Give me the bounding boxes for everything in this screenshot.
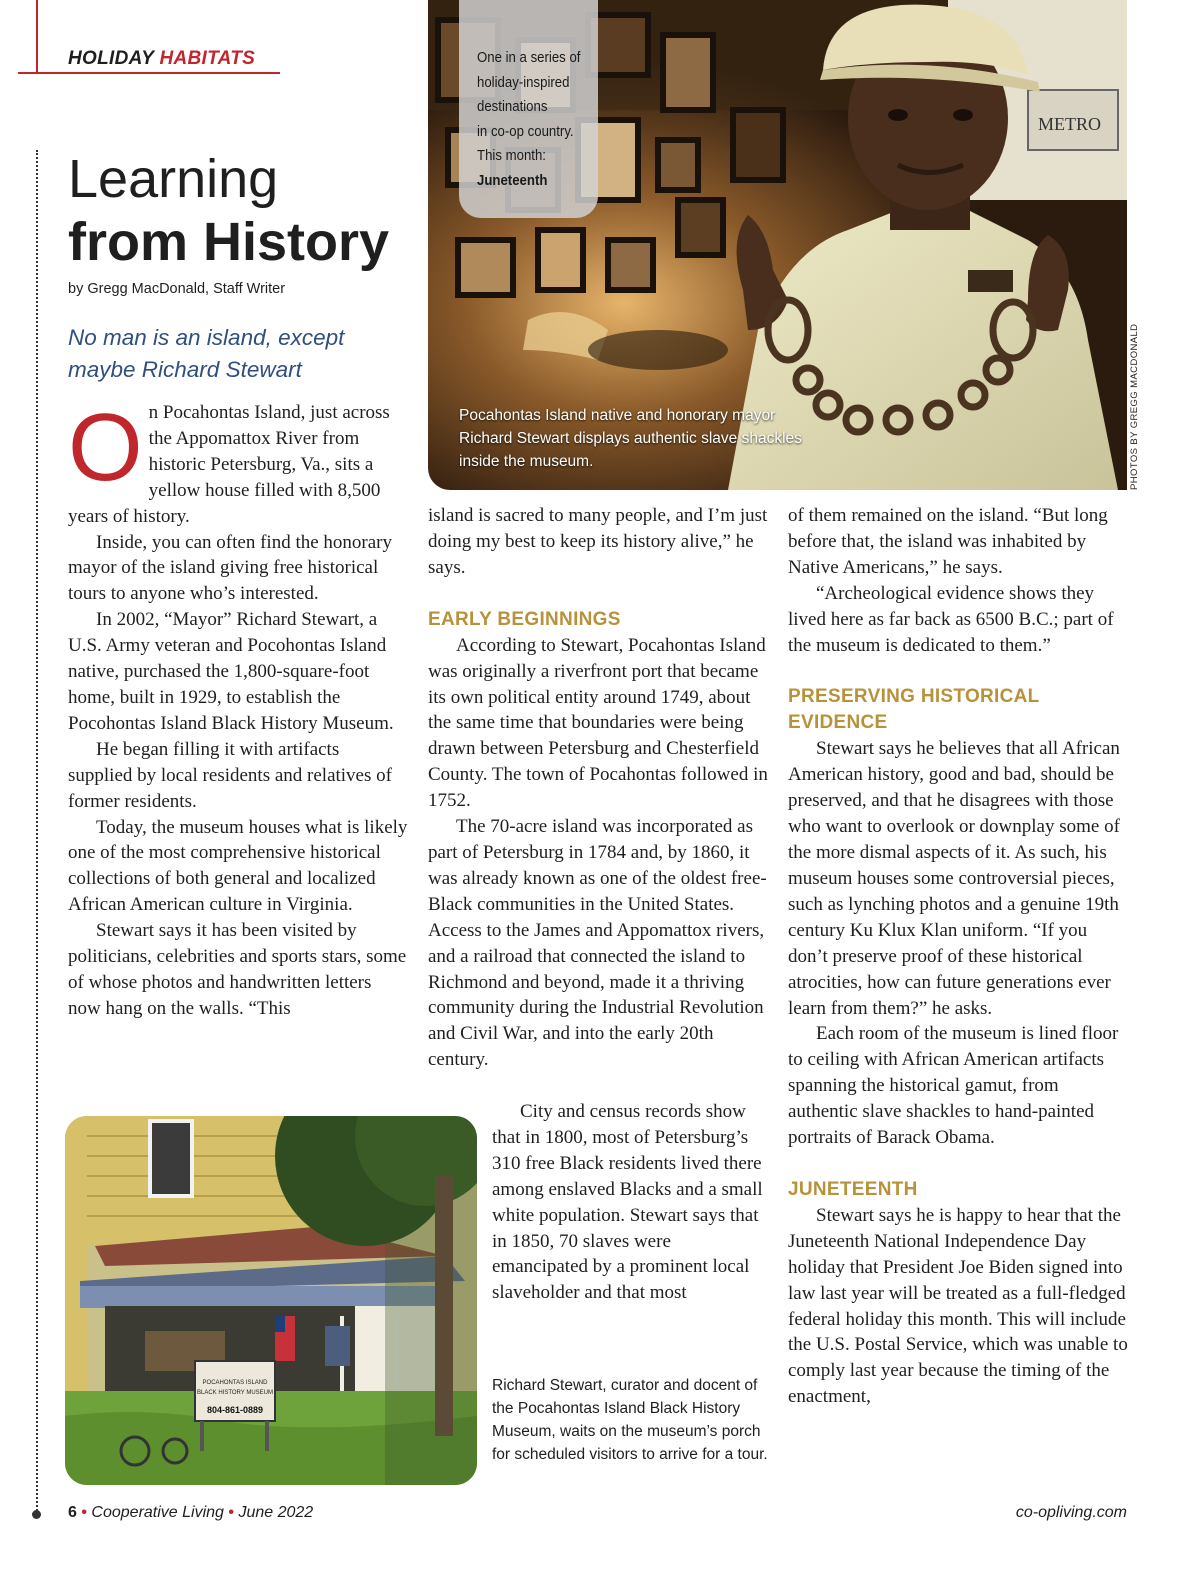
header-underline xyxy=(18,72,280,74)
callout-line: One in a series of xyxy=(477,49,581,66)
paragraph: Stewart says it has been visited by politicians, celebrities and sports stars, some of whose photos and handwritten letters now hang on the walls. “This xyxy=(68,920,407,1019)
paragraph: island is sacred to many people, and I’m just doing my best to keep its history alive,” he says. xyxy=(428,505,768,578)
sign-line1: POCAHONTAS ISLAND xyxy=(202,1380,268,1386)
footer-folio xyxy=(68,1504,313,1522)
publication-name: Cooperative Living xyxy=(91,1504,224,1521)
paragraph: Each room of the museum is lined floor to ceiling with African American artifacts spanning the historical gamut, from authentic slave shackles to hand-painted portraits of Barack Obama. xyxy=(788,1023,1119,1149)
article-title xyxy=(68,148,389,273)
photo-credit: PHOTOS BY GREGG MACDONALD xyxy=(1129,323,1140,490)
article-column-1 xyxy=(68,394,408,1022)
deck-subtitle: No man is an island, except maybe Richard Stewart xyxy=(68,325,345,382)
article-column-2 xyxy=(428,503,768,1073)
paragraph xyxy=(68,394,408,530)
paragraph: “Archeological evidence shows they lived here as far back as 6500 B.C.; part of the museum is dedicated to them.” xyxy=(788,582,1114,656)
paragraph: In 2002, “Mayor” Richard Stewart, a U.S. Army veteran and Pocohontas Island native, purchased the 1,800-square-foot home, built in 1929, to establish the Pocohontas Island Black History Museum. xyxy=(68,609,394,734)
callout-line: in co-op country. xyxy=(477,122,574,140)
main-photo-caption: Pocahontas Island native and honorary mayor Richard Stewart displays authentic slave shackles inside the museum. xyxy=(459,407,802,470)
paragraph: The 70-acre island was incorporated as part of Petersburg in 1784 and, by 1860, it was already known as one of the oldest free-Black communities in the United States. Access to the James and Appomattox rivers, and a railroad that connected the island to Richmond and beyond, made it a thriving community during the Industrial Revolution and Civil War, and into the early 20th century. xyxy=(428,816,767,1071)
paragraph: Today, the museum houses what is likely one of the most comprehensive historical collections of both general and localized African American culture in Virginia. xyxy=(68,816,408,916)
sign-phone: 804-861-0889 xyxy=(206,1405,264,1415)
spacer xyxy=(788,1151,1128,1177)
article-column-2-lower xyxy=(492,1099,768,1306)
subheading-juneteenth: JUNETEENTH xyxy=(788,1178,918,1200)
page-number: 6 xyxy=(68,1504,77,1521)
section-kicker xyxy=(68,48,255,70)
paragraph: of them remained on the island. “But long before that, the island was inhabited by Native Americans,” he says. xyxy=(788,505,1108,578)
house-photo-caption: Richard Stewart, curator and docent of the Pocahontas Island Black History Museum, waits on the museum’s porch for scheduled visitors to arrive for a tour. xyxy=(492,1377,768,1463)
bullet-separator: • xyxy=(228,1504,235,1521)
title-line2: from History xyxy=(68,211,390,272)
footer-website-link[interactable]: co-opliving.com xyxy=(1015,1504,1127,1521)
series-callout-text xyxy=(477,46,583,194)
byline: by Gregg MacDonald, Staff Writer xyxy=(68,281,286,297)
callout-line: Juneteenth xyxy=(477,171,548,189)
drop-cap: O xyxy=(68,394,143,501)
sign-line2: BLACK HISTORY MUSEUM xyxy=(196,1390,274,1396)
bullet-separator: • xyxy=(81,1504,87,1521)
subheading-early-beginnings: EARLY BEGINNINGS xyxy=(428,608,621,630)
title-line1: Learning xyxy=(68,149,279,209)
callout-line: destinations xyxy=(477,98,548,116)
paragraph: According to Stewart, Pocahontas Island was originally a riverfront port that became its own political entity around 1749, about the same time that boundaries were being drawn between Petersburg and Chesterfield County. The town of Pocahontas followed in 1752. xyxy=(428,634,768,812)
issue-date: June 2022 xyxy=(238,1504,314,1521)
museum-house-illustration xyxy=(65,1116,477,1485)
subheading-preserving-evidence: PRESERVING HISTORICAL EVIDENCE xyxy=(788,686,1040,734)
margin-dot xyxy=(32,1510,41,1519)
paragraph: He began filling it with artifacts supplied by local residents and relatives of former residents. xyxy=(68,738,392,812)
spacer xyxy=(788,658,1128,684)
article-column-3 xyxy=(788,503,1128,1410)
margin-dotted-line xyxy=(36,150,38,1515)
callout-line: holiday-inspired xyxy=(477,73,570,91)
paragraph-text: n Pocahontas Island, just across the Appomattox River from historic Petersburg, Va., sits a yellow house filled with 8,500 years of history. xyxy=(68,402,390,527)
callout-line: This month: xyxy=(477,147,546,165)
paragraph: City and census records show that in 1800, most of Petersburg’s 310 free Black residents lived there among enslaved Blacks and a small white population. Stewart says that in 1850, 70 slaves were emancipated by a prominent local slaveholder and that most xyxy=(492,1101,763,1304)
spacer xyxy=(428,581,768,607)
paragraph: Inside, you can often find the honorary mayor of the island giving free historical tours to anyone who’s interested. xyxy=(68,531,392,605)
paragraph: Stewart says he believes that all African American history, good and bad, should be preserved, and that he disagrees with those who want to overlook or downplay some of the more dismal aspects of it. As such, his museum houses some controversial pieces, such as lynching photos and a genuine 19th century Ku Klux Klan uniform. “If you don’t preserve proof of these historical atrocities, how can future generations ever learn from them?” he asks. xyxy=(788,738,1120,1019)
header-accent-rule xyxy=(36,0,38,74)
kicker-part1: HOLIDAY xyxy=(68,48,154,69)
paragraph: Stewart says he is happy to hear that the Juneteenth National Independence Day holiday that President Joe Biden signed into law last year will be treated as a full-fledged federal holiday this month. This will include the U.S. Postal Service, which was unable to comply last year because the timing of the enactment, xyxy=(788,1204,1128,1408)
svg-text:METRO: METRO xyxy=(1038,114,1101,134)
house-photo xyxy=(65,1116,477,1485)
kicker-part2: HABITATS xyxy=(159,48,256,69)
